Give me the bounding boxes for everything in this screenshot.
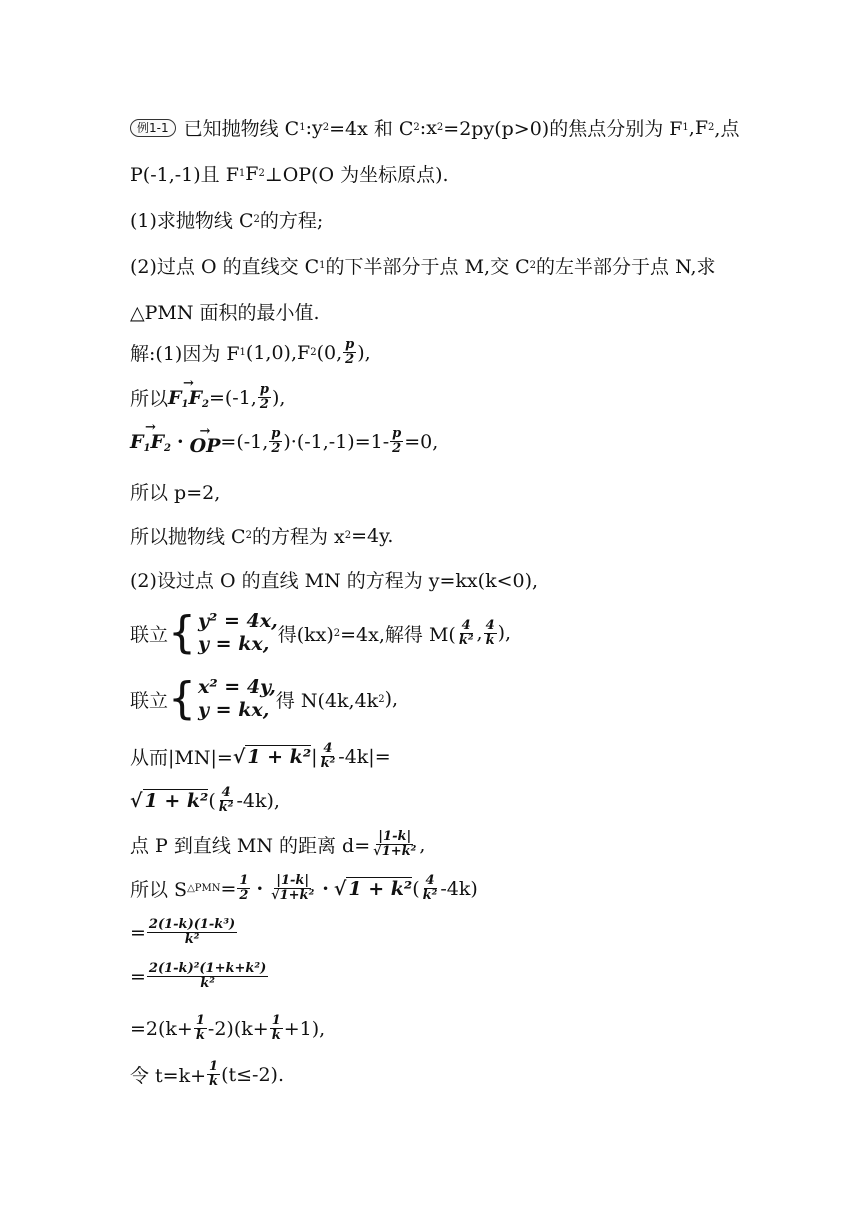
- fraction-1-over-k: $\frac{1}{k}$: [209, 1059, 219, 1089]
- fraction-p-over-2: $\frac{p}{2}$: [259, 382, 269, 412]
- solution-line-14: = $\frac{\text{2(1-k)²(1+k+k²)}}{\text{k²}}$: [130, 961, 267, 991]
- solution-line-6: (2)设过点 O 的直线 MN 的方程为 y=kx(k<0),: [130, 570, 539, 592]
- problem-line-1: 例1-1 已知抛物线 C 1 :y 2 =4x 和 C 2 :x 2 =2py(p>0)的焦点分别为 F 1 ,F 2 ,点: [130, 114, 739, 141]
- fraction-p-over-2: $\frac{p}{2}$: [392, 426, 402, 456]
- question-2-line-2: △PMN 面积的最小值.: [130, 302, 320, 324]
- solution-line-3: → $F_1F_2$ · → OP =(-1, $\frac{p}{2}$ )·(-1,-1)=1- $\frac{p}{2}$ =0,: [130, 424, 438, 459]
- fraction-distance: $\frac{|1-k|}{\text{√1+k²}}$: [373, 829, 417, 859]
- solution-line-11: 点 P 到直线 MN 的距离 d= $\frac{|1-k|}{\text{√1+k²}}$ ,: [130, 829, 426, 859]
- problem-line-2: P(-1,-1)且 F 1 F 2 ⊥OP(O 为坐标原点).: [130, 162, 449, 186]
- fraction-expansion-2: $\frac{\text{2(1-k)²(1+k+k²)}}{\text{k²}}$: [148, 961, 267, 991]
- solution-line-13: = $\frac{\text{2(1-k)(1-k³)}}{\text{k²}}$: [130, 917, 236, 947]
- fraction-4-over-k: $\frac{4}{k}$: [485, 617, 495, 648]
- solution-line-9: 从而|MN|= √ 1 + k² | $\frac{4}{\text{k²}}$ -4k|=: [130, 741, 391, 771]
- solution-line-5: 所以抛物线 C 2 的方程为 x 2 =4y.: [130, 524, 394, 548]
- solution-line-16: 令 t=k+ $\frac{1}{k}$ (t≤-2).: [130, 1059, 285, 1089]
- question-2-line-1: (2)过点 O 的直线交 C 1 的下半部分于点 M,交 C 2 的左半部分于点 N,求: [130, 256, 716, 278]
- fraction-expansion-1: $\frac{\text{2(1-k)(1-k³)}}{\text{k²}}$: [148, 917, 236, 947]
- equation-system-2: x² = 4y, y = kx,: [198, 676, 276, 721]
- fraction-1-over-k: $\frac{1}{k}$: [271, 1013, 281, 1043]
- sqrt-1-plus-k2: √ 1 + k²: [130, 789, 209, 812]
- vector-F1F2: → $F_1F_2$: [168, 376, 209, 410]
- equation-system-1: y² = 4x, y = kx,: [198, 610, 278, 655]
- solution-line-1: 解:(1)因为 F 1 (1,0),F 2 (0, $\frac{p}{2}$ ),: [130, 337, 371, 367]
- solution-line-7: 联立 { y² = 4x, y = kx, 得(kx) 2 =4x,解得 M( $\frac{4}{\text{k²}}$ , $\frac{4}{k}$ ),: [130, 607, 512, 658]
- fraction-p-over-2: $\frac{p}{2}$: [345, 337, 355, 367]
- vector-F1F2: → $F_1F_2$: [130, 420, 171, 454]
- fraction-4-over-k2: $\frac{4}{\text{k²}}$: [218, 785, 234, 815]
- sqrt-1-plus-k2: √ 1 + k²: [232, 745, 312, 768]
- example-badge: 例1-1: [130, 119, 176, 137]
- system-brace: {: [168, 673, 197, 724]
- solution-line-12: 所以 S △PMN = $\frac{1}{2}$ · $\frac{|1-k|}{\text{√1+k²}}$ · √ 1 + k² ( $\frac{4}{\text{k²}}$ -4k): [130, 873, 478, 903]
- fraction-1-over-2: $\frac{1}{2}$: [239, 873, 249, 903]
- fraction-4-over-k2: $\frac{4}{\text{k²}}$: [422, 873, 438, 903]
- fraction-distance: $\frac{|1-k|}{\text{√1+k²}}$: [271, 873, 315, 903]
- solution-line-4: 所以 p=2,: [130, 482, 221, 504]
- vector-OP: → OP: [189, 423, 221, 457]
- sqrt-1-plus-k2: √ 1 + k²: [333, 877, 413, 900]
- solution-line-8: 联立 { x² = 4y, y = kx, 得 N(4k,4k 2 ),: [130, 673, 399, 724]
- solution-line-2: 所以 → $F_1F_2$ =(-1, $\frac{p}{2}$ ),: [130, 380, 285, 415]
- solution-line-10: √ 1 + k² ( $\frac{4}{\text{k²}}$ -4k),: [130, 785, 280, 815]
- solution-line-15: =2(k+ $\frac{1}{k}$ -2)(k+ $\frac{1}{k}$ +1),: [130, 1013, 326, 1043]
- fraction-p-over-2: $\frac{p}{2}$: [271, 426, 281, 456]
- fraction-4-over-k2: $\frac{4}{\text{k²}}$: [458, 617, 474, 648]
- fraction-4-over-k2: $\frac{4}{\text{k²}}$: [320, 741, 336, 771]
- system-brace: {: [168, 607, 197, 658]
- fraction-1-over-k: $\frac{1}{k}$: [195, 1013, 205, 1043]
- question-1: (1)求抛物线 C 2 的方程;: [130, 210, 324, 232]
